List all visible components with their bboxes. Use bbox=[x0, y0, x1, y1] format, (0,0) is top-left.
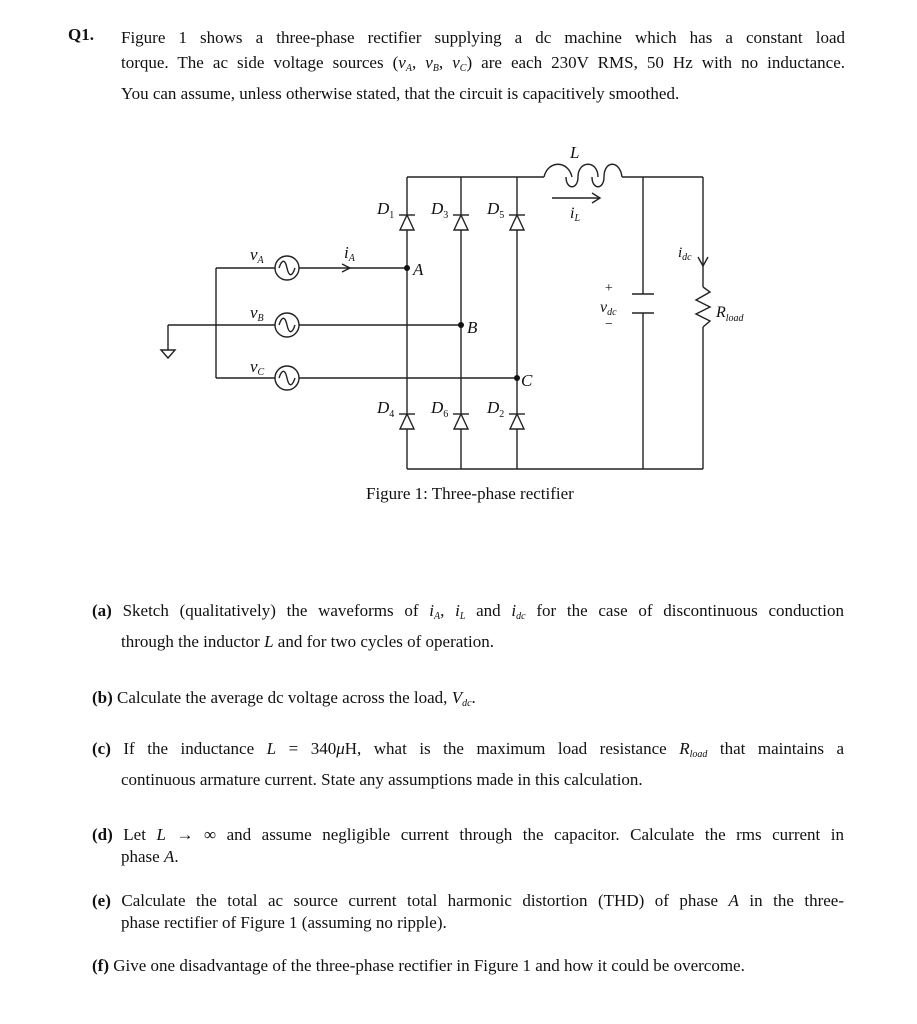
d6-label: $D_6$ bbox=[431, 398, 449, 420]
node-a-label: A bbox=[413, 260, 424, 279]
ac-source-icon bbox=[275, 366, 299, 390]
svg-text:−: − bbox=[604, 317, 614, 332]
part-a: (a) Sketch (qualitatively) the waveforms of $i_A$, $i_L$ and $i_{dc}$ for the case of discontinuous conduction through the inductor L and for two cycles of operation. bbox=[92, 601, 844, 651]
intro-line-1: Figure 1 shows a three-phase rectifier supplying a dc machine which has a constant load bbox=[121, 28, 845, 47]
ac-source-icon bbox=[275, 256, 299, 280]
part-b: (b) Calculate the average dc voltage across the load, $V_{dc}$. bbox=[92, 688, 476, 709]
vdc-label: vdc bbox=[600, 299, 617, 318]
part-d: (d) Let L → ∞ and assume negligible current through the capacitor. Calculate the rms current in phase A. bbox=[92, 825, 845, 866]
ac-source-icon bbox=[275, 313, 299, 337]
rload-label: $R_{load}$ bbox=[716, 304, 744, 324]
ground-icon bbox=[161, 350, 175, 358]
question-number: Q1. bbox=[68, 25, 94, 44]
d1-label: $D_1$ bbox=[377, 199, 395, 221]
va-label: vA bbox=[250, 245, 264, 266]
d4-label: $D_4$ bbox=[377, 398, 395, 420]
iL-label: iL bbox=[570, 205, 581, 224]
diode-icon bbox=[453, 215, 469, 230]
figure-caption: Figure 1: Three-phase rectifier bbox=[366, 484, 574, 503]
inductor-label: L bbox=[570, 143, 580, 162]
diode-icon bbox=[399, 215, 415, 230]
vb-label: vB bbox=[250, 303, 264, 324]
svg-text:+: + bbox=[604, 281, 614, 296]
part-f: (f) Give one disadvantage of the three-phase rectifier in Figure 1 and how it could be overcome. bbox=[92, 956, 745, 975]
intro-line-2: torque. The ac side voltage sources ($v_A$, $v_B$, $v_C$) are each 230V RMS, 50 Hz with no inductance. bbox=[121, 53, 846, 74]
diode-icon bbox=[399, 414, 415, 429]
intro-line-3: You can assume, unless otherwise stated, that the circuit is capacitively smoothed. bbox=[121, 84, 680, 103]
node-b-label: B bbox=[467, 318, 478, 337]
d2-label: $D_2$ bbox=[487, 398, 505, 420]
idc-label: $i_{dc}$ bbox=[678, 245, 692, 263]
part-e: (e) Calculate the total ac source current total harmonic distortion (THD) of phase A in the three- phase rectifier of Figure 1 (assuming no ripple). bbox=[92, 891, 844, 932]
d5-label: $D_5$ bbox=[487, 199, 505, 221]
diode-icon bbox=[509, 215, 525, 230]
diode-icon bbox=[453, 414, 469, 429]
ia-label: iA bbox=[344, 243, 355, 264]
d3-label: $D_3$ bbox=[431, 199, 449, 221]
part-c: (c) If the inductance L = 340μH, what is the maximum load resistance $R_{load}$ that maintains a continuous armature current. State any assumptions made in this calculation. bbox=[92, 739, 845, 789]
vc-label: vC bbox=[250, 357, 265, 378]
inductor-icon bbox=[544, 164, 622, 187]
node-c-label: C bbox=[521, 371, 533, 390]
diode-icon bbox=[509, 414, 525, 429]
